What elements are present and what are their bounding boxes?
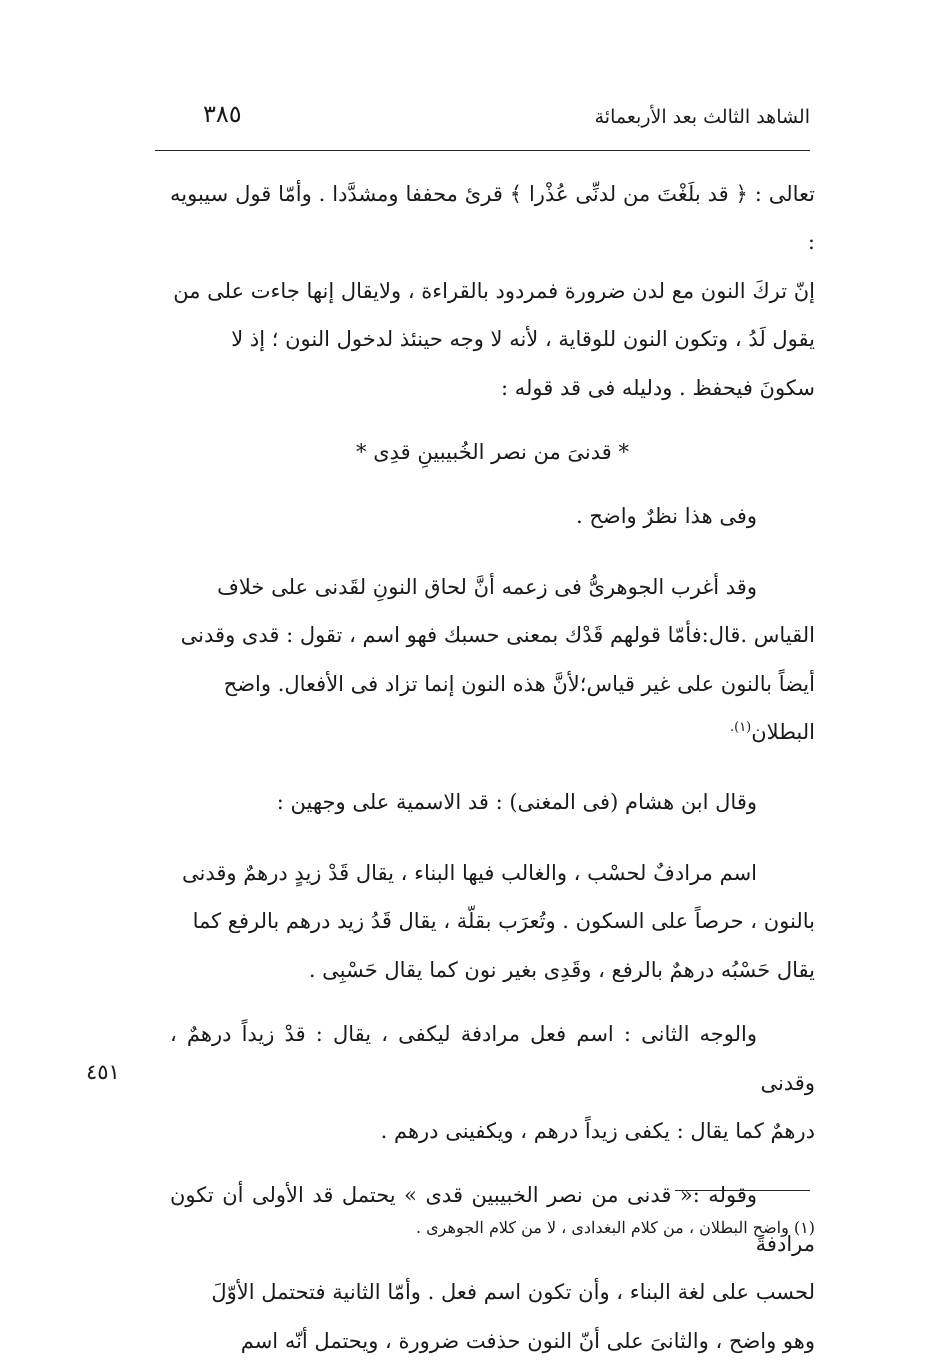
text-line: اسم مرادفٌ لحسْب ، والغالب فيها البناء ، يقال قَدْ زيدٍ درهمٌ وقدنى: [181, 860, 757, 885]
paragraph-2: [170, 492, 815, 540]
text-line: وقد أغرب الجوهرىُّ فى زعمه أنَّ لحاق النونِ لقَدنى على خلاف: [217, 574, 757, 599]
text-line: سكونَ فيحفظ . ودليله فى قد قوله :: [500, 375, 815, 400]
paragraph-4: [170, 778, 815, 826]
footnote-rule: [675, 1190, 810, 1191]
text-line: وقوله :« قدنى من نصر الخبيبين قدى » يحتمل قد الأولى أن تكون مرادفةً: [170, 1183, 815, 1256]
text-line: درهمٌ كما يقال : يكفى زيداً درهم ، ويكفينى درهم .: [380, 1118, 815, 1143]
running-header: [155, 98, 810, 138]
text-line: القياس .قال:فأمّا قولهم قَدْك بمعنى حسبك فهو اسم ، تقول : قدى وقدنى: [180, 623, 815, 648]
text-line: والوجه الثانى : اسم فعل مرادفة ليكفى ، يقال : قدْ زيداً درهمٌ ، وقدنى: [170, 1022, 815, 1095]
main-text: [170, 170, 815, 1365]
paragraph-7: [170, 1171, 815, 1365]
text-line: وقال ابن هشام (فى المغنى) : قد الاسمية على وجهين :: [276, 790, 757, 815]
footnote: (١) واضح البطلان ، من كلام البغدادى ، لا من كلام الجوهرى .: [415, 1218, 815, 1237]
text-line: تعالى : ﴿ قد بلَغْتَ من لدنِّى عُذْرا ﴾ قرئ محففا ومشدَّدا . وأمّا قول سيبويه :: [170, 182, 815, 255]
text-line: يقال حَسْبُه درهمٌ بالرفع ، وقَدِى بغير نون كما يقال حَسْبِى .: [308, 957, 815, 982]
paragraph-6: [170, 1010, 815, 1155]
paragraph-5: [170, 849, 815, 994]
text-line: إنّ تركَ النون مع لدن ضرورة فمردود بالقراءة ، ولايقال إنها جاءت على من: [173, 278, 815, 303]
text-line: أيضاً بالنون على غير قياس؛لأنَّ هذه النون إنما تزاد فى الأفعال. واضح: [223, 671, 815, 696]
text-line: وفى هذا نظرٌ واضح .: [575, 504, 757, 529]
text-line: لحسب على لغة البناء ، وأن تكون اسم فعل . وأمّا الثانية فتحتمل الأوّلَ: [211, 1280, 815, 1305]
header-rule: [155, 150, 810, 151]
footnote-ref: (١).: [729, 720, 752, 736]
text-line: البطلان: [751, 720, 815, 745]
text-line: وهو واضح ، والثانىَ على أنّ النون حذفت ضرورة ، ويحتمل أنّه اسم: [240, 1328, 815, 1353]
paragraph-1: [170, 170, 815, 412]
page-number: ٣٨٥: [203, 100, 242, 128]
verse-line: * قدنىَ من نصر الخُبيبينِ قدِى *: [356, 440, 629, 465]
header-title: الشاهد الثالث بعد الأربعمائة: [594, 106, 810, 128]
text-line: بالنون ، حرصاً على السكون . وتُعرَب بقلّة ، يقال قَدُ زيد درهم بالرفع كما: [192, 909, 815, 934]
text-line: يقول لَدُ ، وتكون النون للوقاية ، لأنه لا وجه حينئذ لدخول النون ؛ إذ لا: [231, 327, 815, 352]
margin-number: ٤٥١: [86, 1060, 120, 1084]
paragraph-3: [170, 563, 815, 757]
